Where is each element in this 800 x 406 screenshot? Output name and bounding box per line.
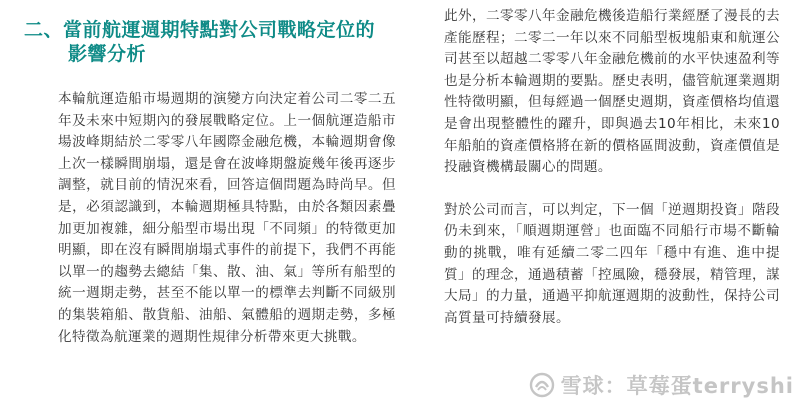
left-column: [58, 89, 396, 348]
right-column: [444, 6, 780, 329]
paragraph-spacer: [444, 179, 780, 200]
right-paragraph-2: 對於公司而言，可以判定，下一個「逆週期投資」階段仍未到來，「順週期運營」也面臨不同船行市場不斷輪動的挑戰，唯有延續二零二四年「穩中有進、進中提質」的理念，通過積蓄「控風險，穩發展，精管理，謀大局」的力量，通過平抑航運週期的波動性，保持公司高質量可持續發展。: [444, 201, 780, 326]
section-heading: [24, 18, 394, 66]
section-number: 二、: [24, 19, 64, 41]
watermark: [529, 370, 794, 400]
left-paragraph-1: 本輪航運造船市場週期的演變方向決定着公司二零二五年及未來中短期內的發展戰略定位。上一個航運造船市場波峰期結於二零零八年國際金融危機，本輪週期會像上次一樣瞬間崩塌，還是會在波峰期盤旋幾年後再逐步調整，就目前的情況來看，回答這個問題為時尚早。但是，必須認識到，本輪週期極具特點，由於各類因素疊加更加複雜，細分船型市場出現「不同頻」的特徵更加明顯，即在沒有瞬間崩塌式事件的前提下，我們不再能以單一的趨勢去總結「集、散、油、氣」等所有船型的統一週期走勢，甚至不能以單一的標準去判斷不同級別的集裝箱船、散貨船、油船、氣體船的週期走勢，多極化特徵為航運業的週期性規律分析帶來更大挑戰。: [58, 91, 396, 345]
watermark-text: 雪球：草莓蛋terryshi: [560, 374, 794, 398]
right-paragraph-1: 此外，二零零八年金融危機後造船行業經歷了漫長的去產能歷程；二零二一年以來不同船型板塊船東和航運公司甚至以超越二零零八年金融危機前的水平快速盈利等也是分析本輪週期的要點。歷史表明，儘管航運業週期性特徵明顯，但每經過一個歷史週期，資產價格均值還是會出現整體性的躍升，即與過去10年相比，未來10年船舶的資產價格將在新的價格區間波動，資產價值是投融資機構最關心的問題。: [444, 8, 780, 176]
section-title-line1: 當前航運週期特點對公司戰略定位的: [63, 19, 376, 41]
snowball-logo-icon: [529, 372, 555, 398]
section-title-line2: 影響分析: [68, 43, 147, 65]
